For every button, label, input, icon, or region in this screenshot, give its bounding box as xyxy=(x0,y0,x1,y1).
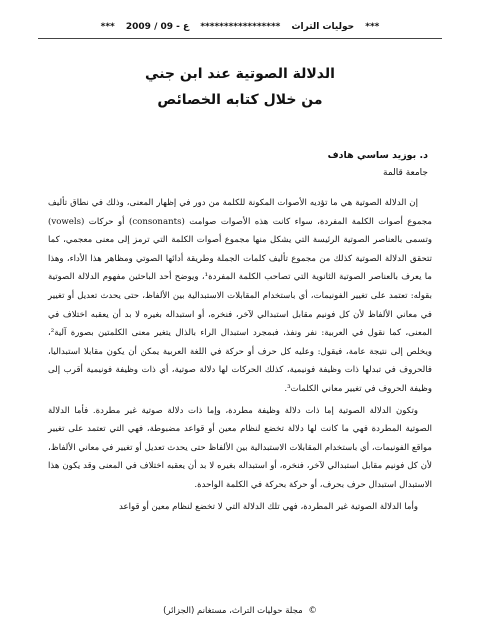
body-paragraph-2: وتكون الدلالة الصوتية إما ذات دلالة وظيفة مطردة، وإما ذات دلالة صوتية غير مطردة. فأما الدلالة الصوتية المطردة فهي ما كانت لها دلالة تخضع لنظام معين أو قواعد مضبوطة، فهي التي تعتمد على تغيير مواقع الفونيمات، أي باستخدام المقابلات الاستبدالية بين الألفاظ حتى يحدث تعديل أو تغيير في معاني الألفاظ، لأن كل فونيم مقابل استبدالي لآخر، فنخره، أو استبداله بغيره لا بد أن يعقبه اختلاف في المعنى وقد يكون هذا الاستبدال استبدال حرف بحرف، أو حركة بحركة في الكلمة الواحدة. xyxy=(48,405,432,490)
header-stars-middle: ***************** xyxy=(200,22,281,32)
header-issue-number: ع - 09 / 2009 xyxy=(125,22,190,32)
author-name: د. بوزيد ساسي هادف xyxy=(327,150,428,161)
header-stars-left: *** xyxy=(100,22,115,32)
footer-text: مجلة حوليات التراث، مستغانم (الجزائر) xyxy=(163,606,303,616)
author-affiliation: جامعة قالمة xyxy=(383,168,428,178)
header-journal-name: حوليات التراث xyxy=(291,22,355,32)
running-header xyxy=(38,22,442,38)
header-rule xyxy=(38,38,442,39)
body-paragraph-3: وأما الدلالة الصوتية غير المطردة، فهي تلك الدلالة التي لا تخضع لنظام معين أو قواعد xyxy=(118,501,418,512)
article-title-line-1: الدلالة الصوتية عند ابن جني xyxy=(145,66,335,82)
header-stars-right: *** xyxy=(365,22,380,32)
page-footer xyxy=(40,606,440,616)
article-body xyxy=(48,194,432,516)
copyright-icon: © xyxy=(308,606,317,616)
article-title-line-2: من خلال كتابه الخصائص xyxy=(157,92,323,108)
body-paragraph-1: إن الدلالة الصوتية هي ما تؤديه الأصوات المكونة للكلمة من دور في إظهار المعنى، وذلك في نطاق تأليف مجموع أصوات الكلمة المفردة، سواء كانت هذه الأصوات صوامت (consonants) أو حركات (vowels) وتسمى بالعناصر الصوتية الرئيسة التي يشكل منها مجموع أصوات الكلمة التي ترمز إلى معنى معجمي، كما تتحقق الدلالة الصوتية كذلك من مجموع تأليف كلمات الجملة وطريقة أدائها الصوتي ومظاهر هذا الأداء، وهذا ما يعرف بالعناصر الصوتية الثانوية التي تصاحب الكلمة المفردة¹، ويوضح أحد الباحثين مفهوم الدلالة الصوتية بقوله: تعتمد على تغيير الفونيمات، أي باستخدام المقابلات الاستبدالية بين الألفاظ، حتى يحدث تعديل أو تغيير في معاني الألفاظ لأن كل فونيم مقابل استبدالي لآخر، فنخره، أو استبداله بغيره لا بد أن يعقبه اختلاف في المعنى، كما نقول في العربية: نفر ونفذ، فبمجرد استبدال الراء بالذال يتغير معنى الكلمتين بصورة آلية²، ويخلص إلى نتيجة عامة، فيقول: وعليه كل حرف أو حركة في اللغة العربية يمكن أن يكون مقابلا استبداليا، فالحروف في تبدلها ذات وظيفة فونيمية، كذلك الحركات لها دلالة صوتية، أي ذات وظيفة فونيمية أقرب إلى وظيفة الحروف في تغيير معاني الكلمات³. xyxy=(48,198,432,394)
